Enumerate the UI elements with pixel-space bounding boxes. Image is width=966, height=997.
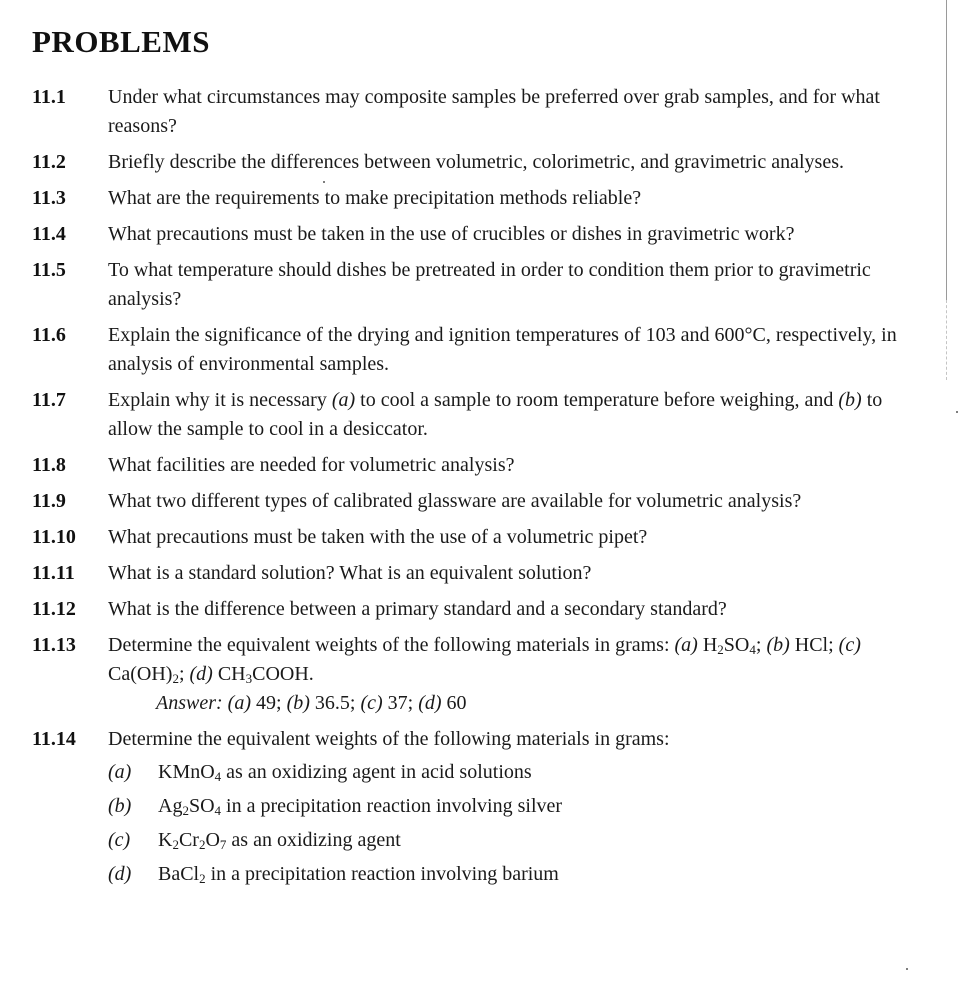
problem-11-6 bbox=[32, 321, 922, 379]
problem-number: 11.7 bbox=[32, 389, 66, 411]
problem-text bbox=[108, 725, 922, 894]
problem-11-8 bbox=[32, 451, 922, 480]
chemical-formula: HCl bbox=[794, 634, 829, 656]
chemical-formula: $K_2Cr_2O_7$ bbox=[158, 829, 227, 852]
problem-text: What facilities are needed for volumetric analysis? bbox=[108, 454, 515, 476]
sub-item bbox=[108, 860, 922, 889]
part-letter: (b) bbox=[838, 389, 862, 411]
sub-item-letter: (a) bbox=[108, 761, 132, 783]
chemical-formula: KMnO$_4$ bbox=[158, 761, 222, 784]
part-letter: (b) bbox=[766, 634, 790, 656]
problem-11-2 bbox=[32, 148, 922, 177]
problem-text: What are the requirements to make precipitation methods reliable? bbox=[108, 187, 642, 209]
problem-intro: Determine the equivalent weights of the following materials in grams: bbox=[108, 634, 670, 656]
problem-number: 11.3 bbox=[32, 187, 66, 209]
problem-number: 11.4 bbox=[32, 223, 66, 245]
problem-number: 11.11 bbox=[32, 562, 75, 584]
answer-letter: (c) bbox=[360, 692, 383, 714]
section-heading: PROBLEMS bbox=[32, 24, 210, 59]
problem-number: 11.6 bbox=[32, 324, 66, 346]
problem-text: Under what circumstances may composite samples be preferred over grab samples, and for what reasons? bbox=[108, 86, 880, 137]
text-segment: to allow the sample to cool in a desiccator. bbox=[108, 389, 883, 440]
problem-11-1 bbox=[32, 83, 922, 141]
chemical-formula: $CH_3COOH$ bbox=[217, 663, 309, 686]
problem-11-13 bbox=[32, 631, 922, 718]
text-segment: Explain why it is necessary bbox=[108, 389, 332, 411]
sub-item bbox=[108, 826, 922, 855]
problem-11-11 bbox=[32, 559, 922, 588]
problem-11-4 bbox=[32, 220, 922, 249]
part-letter: (c) bbox=[838, 634, 861, 656]
page-edge-rule-dashed bbox=[946, 300, 947, 380]
page-edge-rule bbox=[946, 0, 947, 300]
sub-item-text: $Ag_2SO_4$ in a precipitation reaction involving silver bbox=[158, 795, 563, 818]
answer-letter: (b) bbox=[286, 692, 310, 714]
problem-number: 11.14 bbox=[32, 728, 76, 750]
scan-speck bbox=[956, 411, 958, 413]
answer-letter: (d) bbox=[418, 692, 442, 714]
sub-item-text: $K_2Cr_2O_7$ as an oxidizing agent bbox=[158, 829, 401, 852]
problem-text: Determine the equivalent weights of the following materials in grams: (a) $H_2SO_4$; (b) HCl; (c) $Ca(OH)_2$; (d) $CH_3COOH$. Answer: (a) 49; (b) 36.5; (c) 37; (d) 60 bbox=[108, 631, 922, 718]
answer-letter: (a) bbox=[227, 692, 251, 714]
answer-value: 36.5 bbox=[314, 692, 350, 714]
problem-11-14 bbox=[32, 725, 922, 894]
part-letter: (a) bbox=[674, 634, 698, 656]
sub-item-text: KMnO$_4$ as an oxidizing agent in acid solutions bbox=[158, 761, 532, 784]
problem-number: 11.8 bbox=[32, 454, 66, 476]
part-letter: (a) bbox=[331, 389, 356, 411]
problem-number: 11.9 bbox=[32, 490, 66, 512]
problem-text: Explain the significance of the drying and ignition temperatures of 103 and 600°C, respectively, in analysis of environmental samples. bbox=[108, 324, 897, 375]
problem-11-9 bbox=[32, 487, 922, 516]
problem-11-12 bbox=[32, 595, 922, 624]
problem-text: Briefly describe the differences between volumetric, colorimetric, and gravimetric analyses. bbox=[108, 151, 844, 173]
problem-11-7 bbox=[32, 386, 922, 444]
text-segment: to cool a sample to room temperature before weighing, and bbox=[355, 389, 839, 411]
problem-number: 11.1 bbox=[32, 86, 66, 108]
problem-text: What is a standard solution? What is an equivalent solution? bbox=[108, 562, 592, 584]
problem-text: What is the difference between a primary standard and a secondary standard? bbox=[108, 598, 727, 620]
problem-text: What precautions must be taken with the use of a volumetric pipet? bbox=[108, 526, 648, 548]
problem-number: 11.13 bbox=[32, 634, 76, 656]
problem-intro: Determine the equivalent weights of the following materials in grams: bbox=[108, 728, 670, 750]
problem-list bbox=[32, 83, 922, 901]
chemical-formula: $H_2SO_4$ bbox=[702, 634, 756, 657]
chemical-formula: $Ca(OH)_2$ bbox=[108, 663, 179, 686]
sub-item bbox=[108, 758, 922, 787]
sub-item-letter: (d) bbox=[108, 863, 132, 885]
problem-11-10 bbox=[32, 523, 922, 552]
sub-item-list bbox=[108, 758, 922, 889]
problem-number: 11.12 bbox=[32, 598, 76, 620]
sub-item bbox=[108, 792, 922, 821]
sub-item-text: BaCl$_2$ in a precipitation reaction involving barium bbox=[158, 863, 559, 886]
answer-line: Answer: (a) 49; (b) 36.5; (c) 37; (d) 60 bbox=[156, 692, 467, 714]
answer-label: Answer: bbox=[156, 692, 223, 714]
answer-value: 60 bbox=[446, 692, 467, 714]
sub-item-letter: (b) bbox=[108, 795, 132, 817]
chemical-formula: BaCl$_2$ bbox=[158, 863, 206, 886]
problem-text bbox=[108, 386, 922, 444]
problem-number: 11.10 bbox=[32, 526, 76, 548]
problem-text: What precautions must be taken in the use of crucibles or dishes in gravimetric work? bbox=[108, 223, 795, 245]
problem-text: To what temperature should dishes be pretreated in order to condition them prior to gravimetric analysis? bbox=[108, 259, 871, 310]
answer-value: 49 bbox=[256, 692, 276, 714]
sub-item-letter: (c) bbox=[108, 829, 131, 851]
problem-text: What two different types of calibrated glassware are available for volumetric analysis? bbox=[108, 490, 802, 512]
part-letter: (d) bbox=[189, 663, 213, 685]
chemical-formula: $Ag_2SO_4$ bbox=[158, 795, 222, 818]
scan-speck bbox=[906, 968, 908, 970]
problem-11-5 bbox=[32, 256, 922, 314]
scan-speck bbox=[323, 181, 325, 183]
answer-value: 37 bbox=[387, 692, 408, 714]
problem-number: 11.2 bbox=[32, 151, 66, 173]
problem-number: 11.5 bbox=[32, 259, 66, 281]
problem-11-3 bbox=[32, 184, 922, 213]
